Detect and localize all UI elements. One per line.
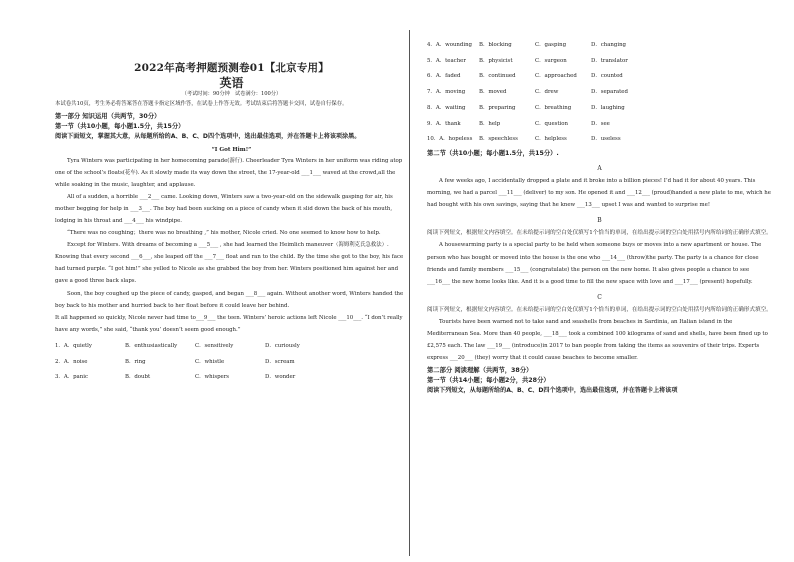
option-b[interactable]: B．doubt bbox=[125, 374, 151, 381]
story-paragraph: Tyra Winters was participating in her homecoming parade(游行). Cheerleader Tyra Winters in her uniform was riding atop one of the school’s floats(花车). As it slowly made its way down the street, the 17-year-old ___1___ waved at the crowd,all the while soaking in the music, laughter, and applause. bbox=[55, 157, 403, 188]
option-b[interactable]: B．help bbox=[479, 120, 501, 127]
option-row bbox=[427, 132, 772, 148]
part1-section2-heading: 第二节（共10小题；每小题1.5分，共15分）. bbox=[427, 149, 559, 157]
exam-title: 2022年高考押题预测卷01【北京专用】 bbox=[134, 62, 329, 74]
passage-c-instructions: 阅读下列短文，根据短文内容填空。在未给提示词的空白处仅填写1个恰当的单词，在给出提示词的空白处用括号内所给词的正确形式填空。 bbox=[427, 306, 772, 313]
exam-time-note: （考试时间：90分钟 试卷满分：100分） bbox=[181, 91, 282, 97]
option-d[interactable]: D．see bbox=[591, 120, 610, 127]
option-c[interactable]: C．drew bbox=[535, 89, 559, 96]
option-b[interactable]: B．speechless bbox=[479, 136, 518, 143]
option-c[interactable]: C．breathing bbox=[535, 104, 572, 111]
passage-c-text: Tourists have been warned not to take sand and seashells from beaches in Sardinia, an Italian island in the Mediterranean Sea. More than 40 people, ___18___ took a combined 100 kilograms of sand and shells, have been fined up to £2,575 each. The law ___19___ (introduce)in 2017 to ban people from taking the items as souvenirs of their trips. Experts express ___20___ (they) worry that it could cause beaches to become smaller. bbox=[427, 318, 768, 362]
part1-section1-heading: 第一节（共10小题，每小题1.5分，共15分） bbox=[55, 122, 185, 130]
option-a[interactable]: 8．A．waiting bbox=[427, 104, 466, 111]
option-c[interactable]: C．surgeon bbox=[535, 57, 567, 64]
story-paragraph: All of a sudden, a horrible ___2___ came. Looking down, Winters saw a two-year-old on the sidewalk gasping for air, his mother begging for help in ___3___. The boy had been sucking on a piece of candy when it slid down the back of his mouth, lodging in his throat and ___4___ his windpipe. bbox=[55, 193, 393, 224]
option-c[interactable]: C．question bbox=[535, 120, 569, 127]
option-row bbox=[427, 69, 772, 85]
option-b[interactable]: B．ring bbox=[125, 358, 146, 365]
option-a[interactable]: 1．A．quietly bbox=[55, 342, 92, 349]
part1-section1-instructions: 阅读下面短文，掌握其大意，从每题所给的A、B、C、D四个选项中，选出最佳选项，并在答题卡上将该项涂黑。 bbox=[55, 132, 361, 140]
option-row bbox=[427, 117, 772, 133]
option-a[interactable]: 5．A．teacher bbox=[427, 57, 466, 64]
story-title: “I Got Him!” bbox=[211, 146, 252, 153]
option-row bbox=[55, 339, 408, 355]
option-a[interactable]: 9．A．thank bbox=[427, 120, 461, 127]
option-d[interactable]: D．laughing bbox=[591, 104, 625, 111]
option-row bbox=[427, 54, 772, 70]
passage-b-label: B bbox=[597, 217, 602, 225]
option-c[interactable]: C．approached bbox=[535, 73, 577, 80]
option-b[interactable]: B．moved bbox=[479, 89, 507, 96]
part2-heading: 第二部分 阅读理解（共两节，38分） bbox=[427, 367, 533, 375]
left-column bbox=[55, 62, 408, 386]
option-c[interactable]: C．gasping bbox=[535, 42, 567, 48]
passage-b-instructions: 阅读下列短文，根据短文内容填空。在未给提示词的空白处仅填写1个恰当的单词，在给出提示词的空白处用括号内所给词的正确形式填空。 bbox=[427, 230, 772, 237]
option-row bbox=[427, 85, 772, 101]
right-column bbox=[427, 38, 772, 396]
option-b[interactable]: B．preparing bbox=[479, 104, 516, 111]
story-paragraph: Soon, the boy coughed up the piece of candy, gasped, and began ___8___ again. Without another word, Winters handed the boy back to his mother and hurried back to her float before it could leave her behind. bbox=[55, 290, 404, 309]
option-row bbox=[427, 38, 772, 54]
option-b[interactable]: B．enthusiastically bbox=[125, 342, 178, 349]
exam-subject: 英语 bbox=[219, 76, 244, 90]
option-d[interactable]: D．curiously bbox=[265, 342, 300, 349]
option-b[interactable]: B．continued bbox=[479, 73, 516, 80]
option-a[interactable]: 6．A．faded bbox=[427, 73, 461, 80]
option-d[interactable]: D．translator bbox=[591, 57, 628, 64]
part2-section1-instructions: 阅读下列短文，从每题所给的A、B、C、D四个选项中，选出最佳选项，并在答题卡上将该项 bbox=[427, 387, 678, 395]
option-d[interactable]: D．changing bbox=[591, 42, 626, 48]
passage-a-label: A bbox=[597, 164, 602, 172]
option-d[interactable]: D．counted bbox=[591, 73, 623, 80]
part2-section1-heading: 第一节（共14小题；每小题2分，共28分） bbox=[427, 377, 550, 385]
option-d[interactable]: D．wonder bbox=[265, 374, 296, 381]
story-paragraph: “There was no coughing；there was no breathing ,” his mother, Nicole cried. No one seemed to know how to help. bbox=[67, 230, 381, 237]
option-c[interactable]: C．helpless bbox=[535, 136, 567, 143]
story-paragraph: It all happened so quickly, Nicole never had time to___9___ the teen. Winters’ heroic actions left Nicole ___10___. “I don’t really have any words,” she said, “thank you’ doesn’t seem good enough.” bbox=[55, 314, 403, 333]
options-list-left bbox=[55, 339, 408, 386]
option-a[interactable]: 4．A．wounding bbox=[427, 42, 473, 48]
option-a[interactable]: 3．A．panic bbox=[55, 374, 88, 381]
option-d[interactable]: D．useless bbox=[591, 136, 621, 143]
option-c[interactable]: C．whispers bbox=[195, 374, 230, 381]
part1-heading: 第一部分 知识运用（共两节，30分） bbox=[55, 112, 161, 120]
option-c[interactable]: C．sensitively bbox=[195, 342, 234, 349]
column-divider bbox=[409, 30, 410, 556]
option-a[interactable]: 7．A．moving bbox=[427, 89, 466, 96]
passage-a-text: A few weeks ago, I accidentally dropped a plate and it broke into a billion pieces! I’d had it for about 40 years. This morning, we had a parcel ___11___ (deliver) to my son. He opened it and ___12___ (proud)handed a new plate to me, which he had bought with his own savings, saying that he knew ___13___ upset I was and wanted to surprise me! bbox=[427, 177, 771, 209]
option-c[interactable]: C．whistle bbox=[195, 358, 225, 365]
passage-b-text: A housewarming party is a special party to be held when someone buys or moves into a new apartment or house. The person who has bought or moved into the house is the one who ___14___ (throw)the party. The party is a chance for close friends and family members ___15___ (congratulate) the person on the new home. It also gives people a chance to see ___16___ the new home looks like. And it is a good time to fill the new space with love and ___17___ (present) hopefully. bbox=[427, 242, 762, 285]
option-row bbox=[427, 101, 772, 117]
option-a[interactable]: 2．A．noise bbox=[55, 358, 88, 365]
option-d[interactable]: D．scream bbox=[265, 358, 295, 365]
option-row bbox=[55, 370, 408, 386]
exam-instructions: 本试卷共10页，考生务必将答案答在答题卡指定区域作答，在试卷上作答无效。考试结束后将答题卡交回，试卷自行保存。 bbox=[55, 101, 348, 107]
story-paragraph: Except for Winters. With dreams of becoming a ___5___ , she had learned the Heimlich maneuver（海姆利克氏急救法）. Knowing that every second ___6___, she leaped off the ___7___ float and ran to the child. By the time she got to the boy, his face had turned purple. “I got him!” she yelled to Nicole as she grabbed the boy from her. Winters positioned him against her and gave a good three back slaps. bbox=[55, 242, 404, 285]
option-row bbox=[55, 355, 408, 371]
option-b[interactable]: B．blocking bbox=[479, 42, 512, 48]
options-list-right bbox=[427, 38, 772, 148]
passage-c-label: C bbox=[597, 293, 602, 301]
option-b[interactable]: B．physicist bbox=[479, 57, 513, 64]
option-d[interactable]: D．separated bbox=[591, 89, 628, 96]
option-a[interactable]: 10．A．hopeless bbox=[427, 136, 473, 143]
